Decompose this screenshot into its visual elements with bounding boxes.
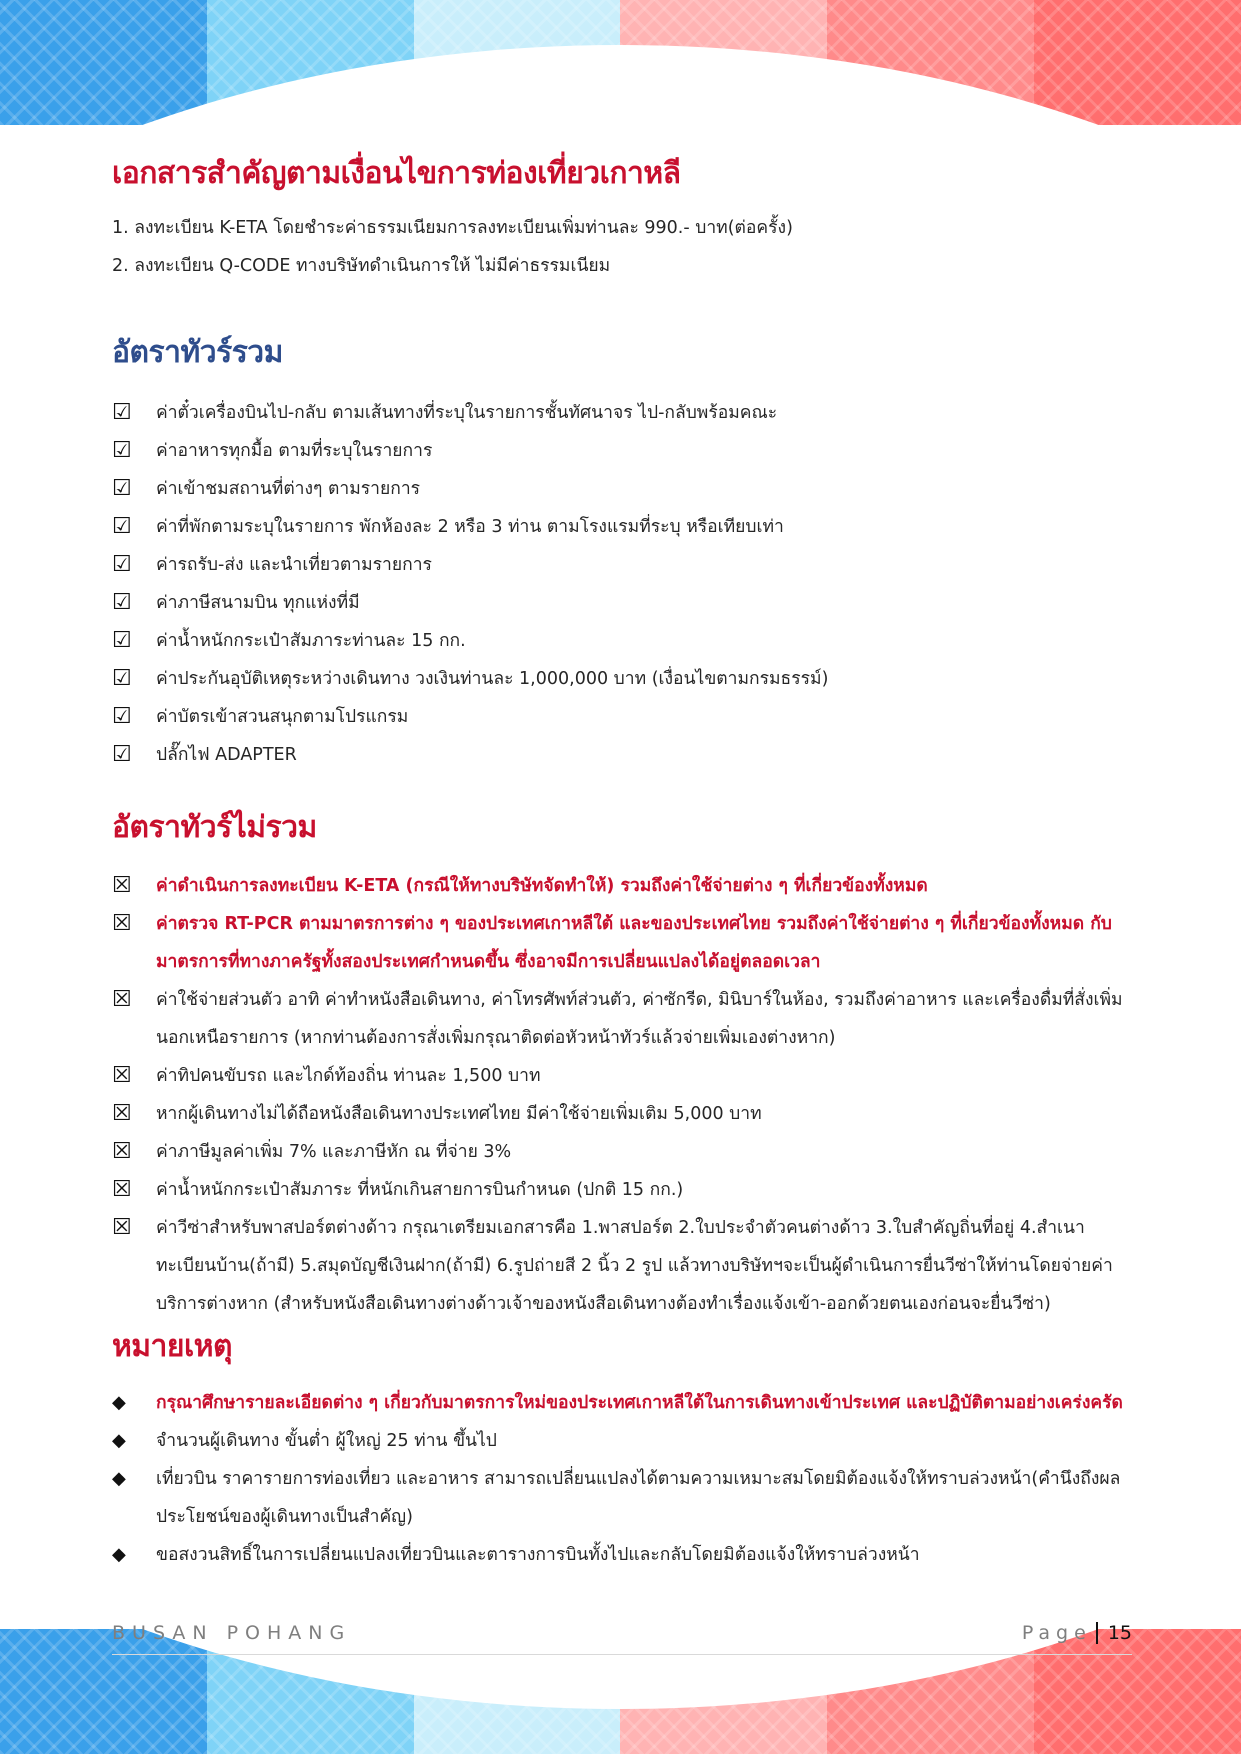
list-item-text: ค่าตรวจ RT-PCR ตามมาตรการต่าง ๆ ของประเทศเกาหลีใต้ และของประเทศไทย รวมถึงค่าใช้จ่ายต่าง ๆ ที่เกี่ยวข้องทั้งหมด กับมาตรการที่ทางภาครัฐทั้งสองประเทศกำหนดขึ้น ซึ่งอาจมีการเปลี่ยนแปลงได้อยู่ตลอดเวลา <box>156 914 1112 972</box>
notes-section <box>112 1323 1132 1574</box>
checked-box-icon: ☑ <box>112 552 132 577</box>
checked-box-icon: ☑ <box>112 628 132 653</box>
list-item-text: จำนวนผู้เดินทาง ขั้นต่ำ ผู้ใหญ่ 25 ท่าน ขึ้นไป <box>156 1431 497 1451</box>
list-item-text: ค่าที่พักตามระบุในรายการ พักห้องละ 2 หรือ 3 ท่าน ตามโรงแรมที่ระบุ หรือเทียบเท่า <box>156 517 784 537</box>
list-item-text: ปลั๊กไฟ ADAPTER <box>156 745 297 765</box>
footer-page-indicator <box>1022 1622 1132 1644</box>
document-line: 2. ลงทะเบียน Q-CODE ทางบริษัทดำเนินการให้ ไม่มีค่าธรรมเนียม <box>112 256 611 276</box>
list-item-text: ค่าภาษีสนามบิน ทุกแห่งที่มี <box>156 593 360 613</box>
notes-title: หมายเหตุ <box>112 1329 232 1364</box>
list-item-text: ค่ารถรับ-ส่ง และนำเที่ยวตามรายการ <box>156 555 432 575</box>
crossed-box-icon: ☒ <box>112 1139 132 1164</box>
documents-title: เอกสารสำคัญตามเงื่อนไขการท่องเที่ยวเกาหลี <box>112 156 681 191</box>
crossed-box-icon: ☒ <box>112 1177 132 1202</box>
page-footer <box>112 1618 1132 1655</box>
list-item <box>112 432 1132 470</box>
list-item-text: ค่าดำเนินการลงทะเบียน K-ETA (กรณีให้ทางบริษัทจัดทำให้) รวมถึงค่าใช้จ่ายต่าง ๆ ที่เกี่ยวข้องทั้งหมด <box>156 876 928 896</box>
list-item-text: ค่าวีซ่าสำหรับพาสปอร์ตต่างด้าว กรุณาเตรียมเอกสารคือ 1.พาสปอร์ต 2.ใบประจำตัวคนต่างด้าว 3.ใบสำคัญถิ่นที่อยู่ 4.สำเนาทะเบียนบ้าน(ถ้ามี) 5.สมุดบัญชีเงินฝาก(ถ้ามี) 6.รูปถ่ายสี 2 นิ้ว 2 รูป แล้วทางบริษัทฯจะเป็นผู้ดำเนินการยื่นวีซ่าให้ท่านโดยจ่ายค่าบริการต่างหาก (สำหรับหนังสือเดินทางต่างด้าวเจ้าของหนังสือเดินทางต้องทำเรื่องแจ้งเข้า-ออกด้วยตนเองก่อนจะยื่นวีซ่า) <box>156 1218 1113 1314</box>
list-item-text: ค่าใช้จ่ายส่วนตัว อาทิ ค่าทำหนังสือเดินทาง, ค่าโทรศัพท์ส่วนตัว, ค่าซักรีด, มินิบาร์ในห้อง, รวมถึงค่าอาหาร และเครื่องดื่มที่สั่งเพิ่มนอกเหนือรายการ (หากท่านต้องการสั่งเพิ่มกรุณาติดต่อหัวหน้าทัวร์แล้วจ่ายเพิ่มเองต่างหาก) <box>156 990 1123 1048</box>
excluded-section <box>112 804 1132 1323</box>
list-item <box>112 867 1132 905</box>
list-item-text: ค่าเข้าชมสถานที่ต่างๆ ตามรายการ <box>156 479 421 499</box>
list-item <box>112 905 1132 981</box>
notes-list <box>112 1384 1132 1574</box>
list-item <box>112 1536 1132 1574</box>
excluded-title: อัตราทัวร์ไม่รวม <box>112 810 317 845</box>
diamond-bullet-icon: ◆ <box>112 1392 126 1413</box>
checked-box-icon: ☑ <box>112 400 132 425</box>
footer-page-label: Page <box>1021 1622 1092 1644</box>
list-item-text: หากผู้เดินทางไม่ได้ถือหนังสือเดินทางประเทศไทย มีค่าใช้จ่ายเพิ่มเติม 5,000 บาท <box>156 1104 762 1124</box>
list-item <box>112 1460 1132 1536</box>
document-line: 1. ลงทะเบียน K-ETA โดยชำระค่าธรรมเนียมการลงทะเบียนเพิ่มท่านละ 990.- บาท(ต่อครั้ง) <box>112 218 793 238</box>
list-item <box>112 660 1132 698</box>
list-item <box>112 1171 1132 1209</box>
excluded-list <box>112 867 1132 1323</box>
included-list <box>112 394 1132 774</box>
list-item <box>112 508 1132 546</box>
page-content <box>112 130 1132 1574</box>
list-item-text: ค่าตั๋วเครื่องบินไป-กลับ ตามเส้นทางที่ระบุในรายการชั้นทัศนาจร ไป-กลับพร้อมคณะ <box>156 403 778 423</box>
checked-box-icon: ☑ <box>112 438 132 463</box>
checked-box-icon: ☑ <box>112 704 132 729</box>
list-item <box>112 698 1132 736</box>
list-item-text: ขอสงวนสิทธิ์ในการเปลี่ยนแปลงเที่ยวบินและตารางการบินทั้งไปและกลับโดยมิต้องแจ้งให้ทราบล่วงหน้า <box>156 1545 920 1565</box>
diamond-bullet-icon: ◆ <box>112 1430 126 1451</box>
crossed-box-icon: ☒ <box>112 1063 132 1088</box>
documents-list <box>112 209 1132 285</box>
list-item <box>112 1422 1132 1460</box>
list-item <box>112 546 1132 584</box>
crossed-box-icon: ☒ <box>112 1101 132 1126</box>
included-section <box>112 329 1132 774</box>
footer-tour-name: BUSAN POHANG <box>112 1622 352 1644</box>
checked-box-icon: ☑ <box>112 590 132 615</box>
list-item <box>112 1057 1132 1095</box>
list-item-text: ค่าอาหารทุกมื้อ ตามที่ระบุในรายการ <box>156 441 433 461</box>
documents-section <box>112 130 1132 285</box>
checked-box-icon: ☑ <box>112 742 132 767</box>
list-item <box>112 736 1132 774</box>
crossed-box-icon: ☒ <box>112 873 132 898</box>
diamond-bullet-icon: ◆ <box>112 1468 126 1489</box>
list-item <box>112 981 1132 1057</box>
checked-box-icon: ☑ <box>112 476 132 501</box>
footer-page-number: 15 <box>1096 1622 1132 1644</box>
crossed-box-icon: ☒ <box>112 911 132 936</box>
list-item <box>112 470 1132 508</box>
list-item <box>112 622 1132 660</box>
band-segment <box>0 0 207 125</box>
checked-box-icon: ☑ <box>112 666 132 691</box>
list-item-text: ค่าภาษีมูลค่าเพิ่ม 7% และภาษีหัก ณ ที่จ่าย 3% <box>156 1142 512 1162</box>
crossed-box-icon: ☒ <box>112 987 132 1012</box>
included-title: อัตราทัวร์รวม <box>112 335 283 370</box>
list-item-text: กรุณาศึกษารายละเอียดต่าง ๆ เกี่ยวกับมาตรการใหม่ของประเทศเกาหลีใต้ในการเดินทางเข้าประเทศ และปฏิบัติตามอย่างเคร่งครัด <box>156 1393 1123 1413</box>
diamond-bullet-icon: ◆ <box>112 1544 126 1565</box>
checked-box-icon: ☑ <box>112 514 132 539</box>
list-item-text: ค่าประกันอุบัติเหตุระหว่างเดินทาง วงเงินท่านละ 1,000,000 บาท (เงื่อนไขตามกรมธรรม์) <box>156 669 829 689</box>
list-item <box>112 1095 1132 1133</box>
list-item-text: ค่าบัตรเข้าสวนสนุกตามโปรแกรม <box>156 707 409 727</box>
list-item <box>112 584 1132 622</box>
list-item <box>112 1133 1132 1171</box>
list-item-text: ค่าน้ำหนักกระเป๋าสัมภาระ ที่หนักเกินสายการบินกำหนด (ปกติ 15 กก.) <box>156 1180 684 1200</box>
list-item <box>112 394 1132 432</box>
crossed-box-icon: ☒ <box>112 1215 132 1240</box>
list-item-text: ค่าน้ำหนักกระเป๋าสัมภาระท่านละ 15 กก. <box>156 631 466 651</box>
band-segment <box>1034 0 1241 125</box>
list-item-text: เที่ยวบิน ราคารายการท่องเที่ยว และอาหาร สามารถเปลี่ยนแปลงได้ตามความเหมาะสมโดยมิต้องแจ้งให้ทราบล่วงหน้า(คำนึงถึงผลประโยชน์ของผู้เดินทางเป็นสำคัญ) <box>156 1469 1121 1527</box>
list-item <box>112 1209 1132 1323</box>
list-item <box>112 1384 1132 1422</box>
list-item-text: ค่าทิปคนขับรถ และไกด์ท้องถิ่น ท่านละ 1,500 บาท <box>156 1066 541 1086</box>
